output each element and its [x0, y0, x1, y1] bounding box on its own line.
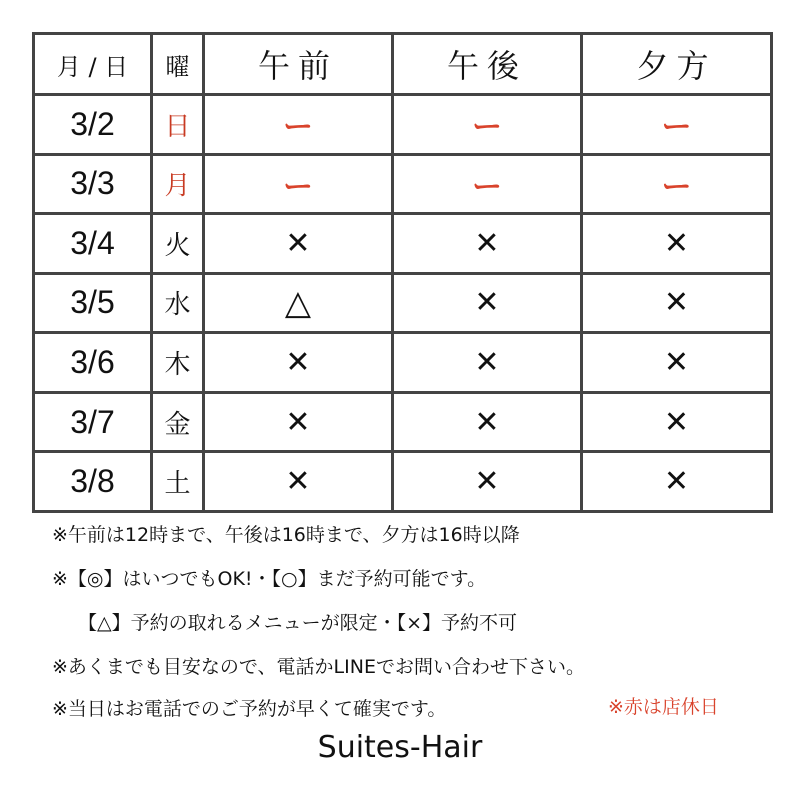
row-weekday: 土 [152, 452, 204, 512]
unavailable-mark-icon: ✕ [474, 345, 500, 381]
note-contact: ※あくまでも目安なので、電話かLINEでお問い合わせ下さい。 [52, 656, 585, 678]
header-afternoon: 午後 [393, 34, 582, 95]
closed-mark-icon: ー [472, 110, 502, 146]
row-date: 3/4 [34, 214, 152, 274]
brand-name: Suites-Hair [317, 730, 483, 765]
closed-day-note: ※赤は店休日 [608, 696, 719, 718]
unavailable-mark-icon: ✕ [663, 225, 690, 261]
closed-mark-icon: ー [283, 169, 313, 205]
slot-afternoon [393, 333, 582, 393]
unavailable-mark-icon: ✕ [285, 225, 311, 261]
unavailable-mark-icon: ✕ [285, 464, 311, 500]
row-weekday: 金 [152, 392, 204, 452]
table-row [34, 273, 772, 333]
slot-afternoon [393, 154, 582, 214]
slot-afternoon [393, 452, 582, 512]
slot-evening [582, 452, 772, 512]
note-legend-2: 【△】予約の取れるメニューが限定・【×】予約不可 [78, 612, 518, 634]
table-row [34, 333, 772, 393]
closed-mark-icon: ー [661, 110, 692, 146]
table-row [34, 95, 772, 155]
limited-mark-icon: △ [284, 282, 312, 323]
row-weekday: 火 [152, 214, 204, 274]
unavailable-mark-icon: ✕ [474, 285, 500, 321]
unavailable-mark-icon: ✕ [663, 404, 690, 440]
note-time-ranges: ※午前は12時まで、午後は16時まで、夕方は16時以降 [52, 524, 520, 546]
row-date: 3/5 [34, 273, 152, 333]
slot-evening [582, 154, 772, 214]
header-date: 月 / 日 [34, 34, 152, 95]
closed-mark-icon: ー [283, 110, 313, 146]
header-evening: 夕方 [582, 34, 772, 95]
row-date: 3/3 [34, 154, 152, 214]
row-date: 3/6 [34, 333, 152, 393]
unavailable-mark-icon: ✕ [474, 225, 500, 261]
table-row [34, 214, 772, 274]
slot-evening [582, 273, 772, 333]
schedule-body [34, 95, 772, 512]
table-row [34, 392, 772, 452]
slot-afternoon [393, 273, 582, 333]
header-day: 曜 [152, 34, 204, 95]
unavailable-mark-icon: ✕ [285, 345, 311, 381]
slot-morning [204, 452, 393, 512]
slot-morning [204, 214, 393, 274]
table-header-row [34, 34, 772, 95]
closed-mark-icon: ー [661, 169, 692, 205]
row-date: 3/2 [34, 95, 152, 155]
slot-morning [204, 333, 393, 393]
unavailable-mark-icon: ✕ [474, 404, 500, 440]
slot-afternoon [393, 214, 582, 274]
slot-evening [582, 392, 772, 452]
unavailable-mark-icon: ✕ [663, 345, 690, 381]
slot-morning [204, 392, 393, 452]
slot-morning [204, 154, 393, 214]
table-row [34, 452, 772, 512]
reservation-schedule-table [32, 32, 773, 513]
row-weekday: 月 [152, 154, 204, 214]
unavailable-mark-icon: ✕ [474, 464, 500, 500]
slot-evening [582, 214, 772, 274]
slot-evening [582, 333, 772, 393]
row-date: 3/7 [34, 392, 152, 452]
slot-evening [582, 95, 772, 155]
unavailable-mark-icon: ✕ [663, 464, 690, 500]
note-legend-1: ※【◎】はいつでもOK!・【○】まだ予約可能です。 [52, 568, 487, 590]
slot-morning [204, 273, 393, 333]
unavailable-mark-icon: ✕ [285, 404, 311, 440]
unavailable-mark-icon: ✕ [663, 285, 690, 321]
row-weekday: 木 [152, 333, 204, 393]
row-weekday: 水 [152, 273, 204, 333]
header-morning: 午前 [204, 34, 393, 95]
slot-afternoon [393, 392, 582, 452]
table-row [34, 154, 772, 214]
row-weekday: 日 [152, 95, 204, 155]
closed-mark-icon: ー [472, 169, 502, 205]
row-date: 3/8 [34, 452, 152, 512]
slot-afternoon [393, 95, 582, 155]
note-same-day: ※当日はお電話でのご予約が早くて確実です。 [52, 698, 447, 720]
slot-morning [204, 95, 393, 155]
